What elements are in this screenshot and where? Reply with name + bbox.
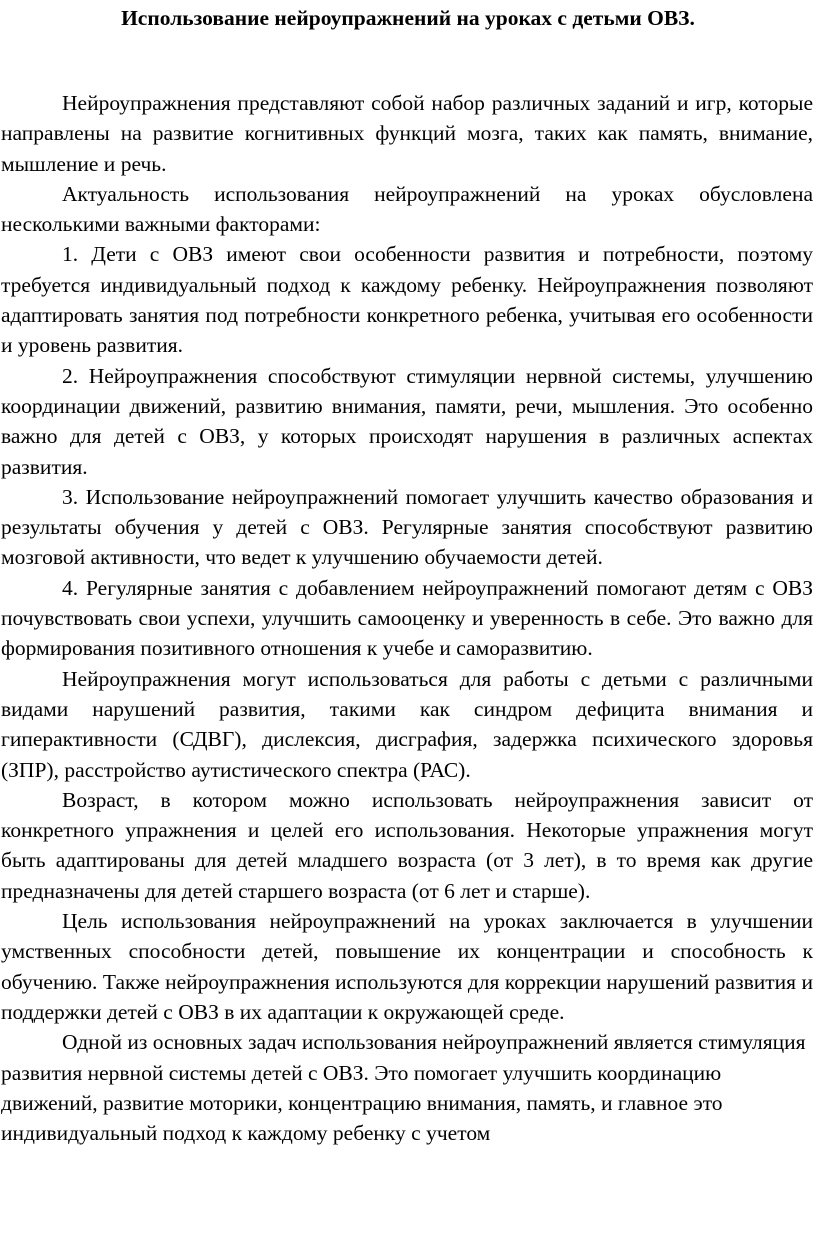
paragraph-factor-1: 1. Дети с ОВЗ имеют свои особенности развития и потребности, поэтому требуется индивидуальный подход к каждому ребенку. Нейроупражнения позволяют адаптировать занятия под потребности конкретного ребенка, учитывая его особенности и уровень развития.	[1, 242, 813, 358]
paragraph-intro: Нейроупражнения представляют собой набор различных заданий и игр, которые направлены на развитие когнитивных функций мозга, таких как память, внимание, мышление и речь.	[1, 91, 813, 176]
paragraph-disorders: Нейроупражнения могут использоваться для работы с детьми с различными видами нарушений развития, такими как синдром дефицита внимания и гиперактивности (СДВГ), дислексия, дисграфия, задержка психического здоровья (ЗПР), расстройство аутистического спектра (РАС).	[1, 666, 813, 782]
document-title: Использование нейроупражнений на уроках с детьми ОВЗ.	[121, 6, 695, 30]
paragraph-main-task: Одной из основных задач использования нейроупражнений является стимуляция развития нервной системы детей с ОВЗ. Это помогает улучшить координацию движений, развитие моторики, концентрацию внимания, память, и главное это индивидуальный подход к каждому ребенку с учетом	[1, 1030, 806, 1146]
paragraph-factor-2: 2. Нейроупражнения способствуют стимуляции нервной системы, улучшению координации движений, развитию внимания, памяти, речи, мышления. Это особенно важно для детей с ОВЗ, у которых происходят нарушения в различных аспектах развития.	[1, 363, 813, 479]
paragraph-relevance: Актуальность использования нейроупражнений на уроках обусловлена несколькими важными факторами:	[1, 181, 813, 237]
document-body	[1, 88, 813, 1148]
paragraph-factor-3: 3. Использование нейроупражнений помогает улучшить качество образования и результаты обучения у детей с ОВЗ. Регулярные занятия способствуют развитию мозговой активности, что ведет к улучшению обучаемости детей.	[1, 484, 813, 570]
paragraph-factor-4: 4. Регулярные занятия с добавлением нейроупражнений помогают детям с ОВЗ почувствовать свои успехи, улучшить самооценку и уверенность в себе. Это важно для формирования позитивного отношения к учебе и саморазвитию.	[1, 575, 813, 661]
paragraph-goal: Цель использования нейроупражнений на уроках заключается в улучшении умственных способности детей, повышение их концентрации и способность к обучению. Также нейроупражнения используются для коррекции нарушений развития и поддержки детей с ОВЗ в их адаптации к окружающей среде.	[1, 909, 813, 1024]
paragraph-age: Возраст, в котором можно использовать нейроупражнения зависит от конкретного упражнения и целей его использования. Некоторые упражнения могут быть адаптированы для детей младшего возраста (от 3 лет), в то время как другие предназначены для детей старшего возраста (от 6 лет и старше).	[1, 787, 813, 903]
